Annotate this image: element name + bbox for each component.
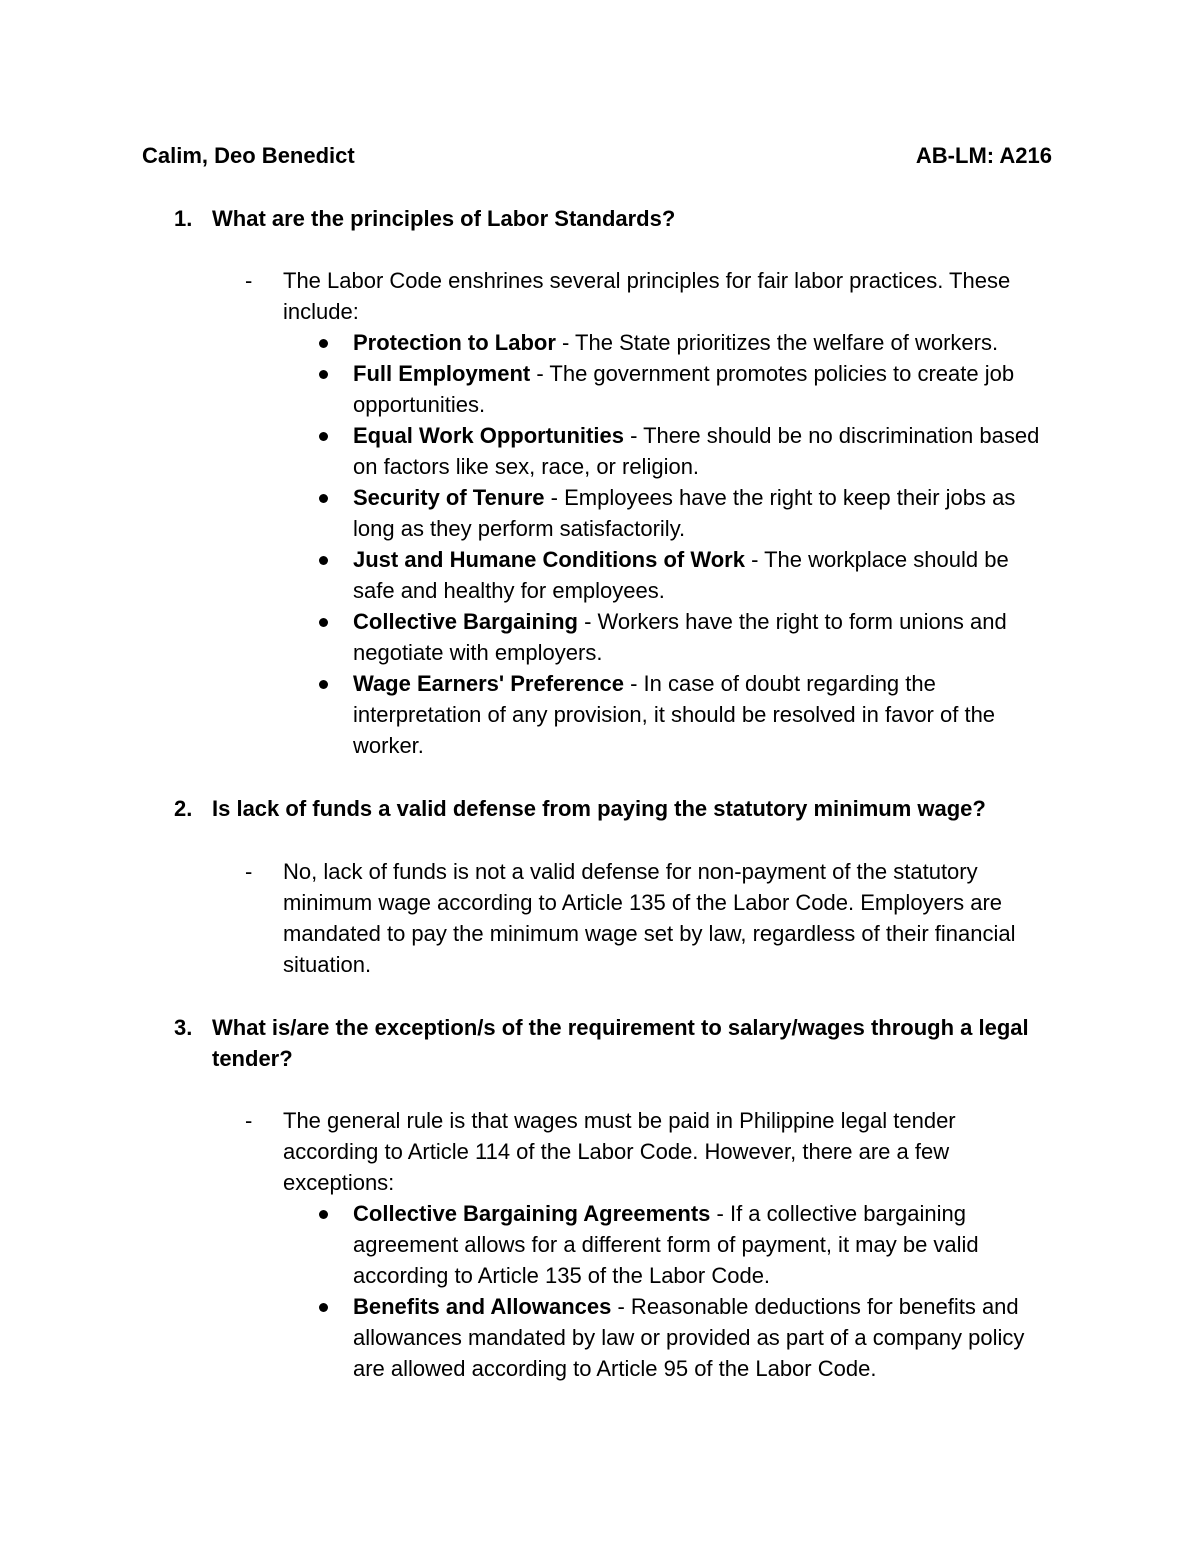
item-desc: - The State prioritizes the welfare of workers. xyxy=(555,330,999,355)
list-item xyxy=(315,606,1055,668)
class-section: AB-LM: A216 xyxy=(915,143,1052,168)
bullet-icon xyxy=(319,1303,328,1312)
answer-3 xyxy=(245,1105,1055,1384)
item-desc: - There should be no discrimination based on factors like sex, race, or religion. xyxy=(353,423,1040,479)
list-item xyxy=(315,482,1055,544)
list-item xyxy=(315,358,1055,420)
bullet-icon xyxy=(319,680,328,689)
list-item xyxy=(315,420,1055,482)
question-number: 1. xyxy=(174,206,193,231)
item-term: Security of Tenure xyxy=(353,485,545,510)
bullet-icon xyxy=(319,339,328,348)
list-item xyxy=(315,668,1055,761)
principles-list xyxy=(315,327,1055,761)
answer-intro: The general rule is that wages must be paid in Philippine legal tender according to Article 114 of the Labor Code. However, there are a few exceptions: xyxy=(283,1108,956,1195)
bullet-icon xyxy=(319,494,328,503)
item-term: Just and Humane Conditions of Work xyxy=(353,547,745,572)
item-desc: - The government promotes policies to create job opportunities. xyxy=(353,361,1015,417)
answer-dash: - xyxy=(245,859,253,884)
item-desc: - If a collective bargaining agreement allows for a different form of payment, it may be valid according to Article 135 of the Labor Code. xyxy=(353,1201,979,1288)
student-name: Calim, Deo Benedict xyxy=(142,143,355,168)
answer-1 xyxy=(245,265,1055,761)
item-term: Collective Bargaining Agreements xyxy=(353,1201,711,1226)
item-term: Full Employment xyxy=(353,361,531,386)
item-term: Benefits and Allowances xyxy=(353,1294,612,1319)
bullet-icon xyxy=(319,618,328,627)
bullet-icon xyxy=(319,556,328,565)
list-item xyxy=(315,1198,1055,1291)
item-term: Protection to Labor xyxy=(353,330,556,355)
document-header xyxy=(142,140,1052,171)
question-text: Is lack of funds a valid defense from paying the statutory minimum wage? xyxy=(212,796,986,821)
list-item xyxy=(315,1291,1055,1384)
item-term: Equal Work Opportunities xyxy=(353,423,624,448)
item-term: Collective Bargaining xyxy=(353,609,578,634)
answer-2 xyxy=(245,856,1055,980)
bullet-icon xyxy=(319,1210,328,1219)
bullet-icon xyxy=(319,432,328,441)
answer-intro: The Labor Code enshrines several principles for fair labor practices. These include: xyxy=(283,268,1011,324)
list-item xyxy=(315,327,1055,358)
answer-dash: - xyxy=(245,268,253,293)
list-item xyxy=(315,544,1055,606)
question-text: What is/are the exception/s of the requirement to salary/wages through a legal tender? xyxy=(212,1015,1029,1071)
question-1 xyxy=(174,203,1054,234)
question-number: 2. xyxy=(174,796,193,821)
item-desc: - The workplace should be safe and healthy for employees. xyxy=(353,547,1009,603)
exceptions-list xyxy=(315,1198,1055,1384)
item-term: Wage Earners' Preference xyxy=(353,671,624,696)
item-desc: - Reasonable deductions for benefits and allowances mandated by law or provided as part of a company policy are allowed according to Article 95 of the Labor Code. xyxy=(353,1294,1025,1381)
item-desc: - In case of doubt regarding the interpretation of any provision, it should be resolved in favor of the worker. xyxy=(353,671,996,758)
question-2 xyxy=(174,793,1054,824)
question-number: 3. xyxy=(174,1015,193,1040)
item-desc: - Employees have the right to keep their jobs as long as they perform satisfactorily. xyxy=(353,485,1016,541)
bullet-icon xyxy=(319,370,328,379)
question-3 xyxy=(174,1012,1054,1074)
item-desc: - Workers have the right to form unions and negotiate with employers. xyxy=(353,609,1007,665)
answer-dash: - xyxy=(245,1108,253,1133)
question-text: What are the principles of Labor Standards? xyxy=(212,206,676,231)
answer-text: No, lack of funds is not a valid defense for non-payment of the statutory minimum wage according to Article 135 of the Labor Code. Employers are mandated to pay the minimum wage set by law, regardless of their financial situation. xyxy=(283,859,1016,977)
